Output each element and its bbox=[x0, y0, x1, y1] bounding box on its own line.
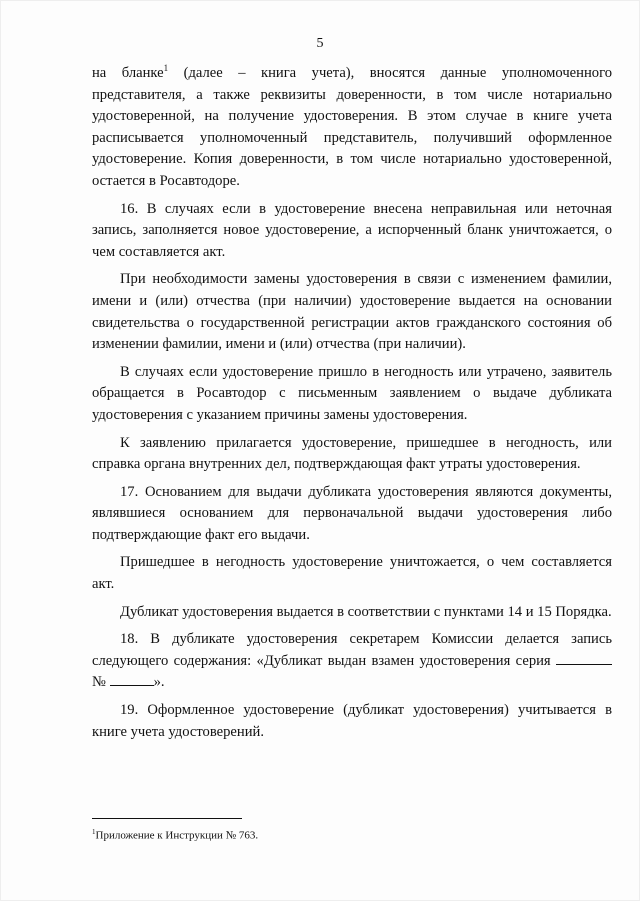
paragraph-16-attachment: К заявлению прилагается удостоверение, пришедшее в негодность, или справка органа внутренних дел, подтверждающая факт утраты удостоверения. bbox=[92, 434, 612, 473]
paragraph-19: 19. Оформленное удостоверение (дубликат удостоверения) учитывается в книге учета удостоверений. bbox=[92, 702, 612, 740]
paragraph-text: ». bbox=[153, 674, 165, 691]
paragraph-16-lost: В случаях если удостоверение пришло в негодность или утрачено, заявитель обращается в Росавтодор с письменным заявлением о выдаче дубликата удостоверения с указанием причины замены удостоверения. bbox=[92, 363, 612, 423]
document-body bbox=[92, 63, 612, 749]
paragraph-17-issue: Дубликат удостоверения выдается в соответствии с пунктами 14 и 15 Порядка. bbox=[120, 603, 612, 620]
paragraph-17: 17. Основанием для выдачи дубликата удостоверения являются документы, являвшиеся основанием для первоначальной выдачи удостоверения либо подтверждающие факт его выдачи. bbox=[92, 483, 612, 543]
paragraph-18 bbox=[92, 629, 612, 694]
paragraph-continuation bbox=[92, 63, 612, 193]
footnote-reference: 1 bbox=[163, 63, 169, 74]
paragraph-17-destroy: Пришедшее в негодность удостоверение уничтожается, о чем составляется акт. bbox=[92, 554, 612, 593]
footnote-text: Приложение к Инструкции № 763. bbox=[95, 829, 259, 842]
paragraph-text: № bbox=[92, 674, 110, 691]
footnote-mark: 1 bbox=[92, 828, 96, 836]
page-number: 5 bbox=[316, 36, 324, 51]
footnote-divider bbox=[92, 818, 242, 819]
number-blank-line bbox=[110, 673, 154, 686]
footnote bbox=[92, 828, 258, 842]
paragraph-text: на бланке bbox=[92, 65, 164, 81]
paragraph-16: 16. В случаях если в удостоверение внесена неправильная или неточная запись, заполняется новое удостоверение, а испорченный бланк уничтожается, о чем составляется акт. bbox=[92, 200, 612, 260]
paragraph-text: (далее – книга учета), вносятся данные уполномоченного представителя, а также реквизиты доверенности, в том числе нотариально удостоверенной, на получение удостоверения. В этом случае в книге учета расписывается уполномоченный представитель, получивший оформленное удостоверение. Копия доверенности, в том числе нотариально удостоверенной, остается в Росавтодоре. bbox=[92, 65, 612, 189]
series-blank-line bbox=[556, 652, 612, 665]
paragraph-16-name-change: При необходимости замены удостоверения в связи с изменением фамилии, имени и (или) отчества (при наличии) удостоверение выдается на основании свидетельства о государственной регистрации актов гражданского состояния об изменении фамилии, имени и (или) отчества (при наличии). bbox=[92, 271, 612, 353]
paragraph-text: 18. В дубликате удостоверения секретарем Комиссии делается запись следующего содержания: «Дубликат выдан взамен удостоверения серия bbox=[92, 631, 612, 669]
